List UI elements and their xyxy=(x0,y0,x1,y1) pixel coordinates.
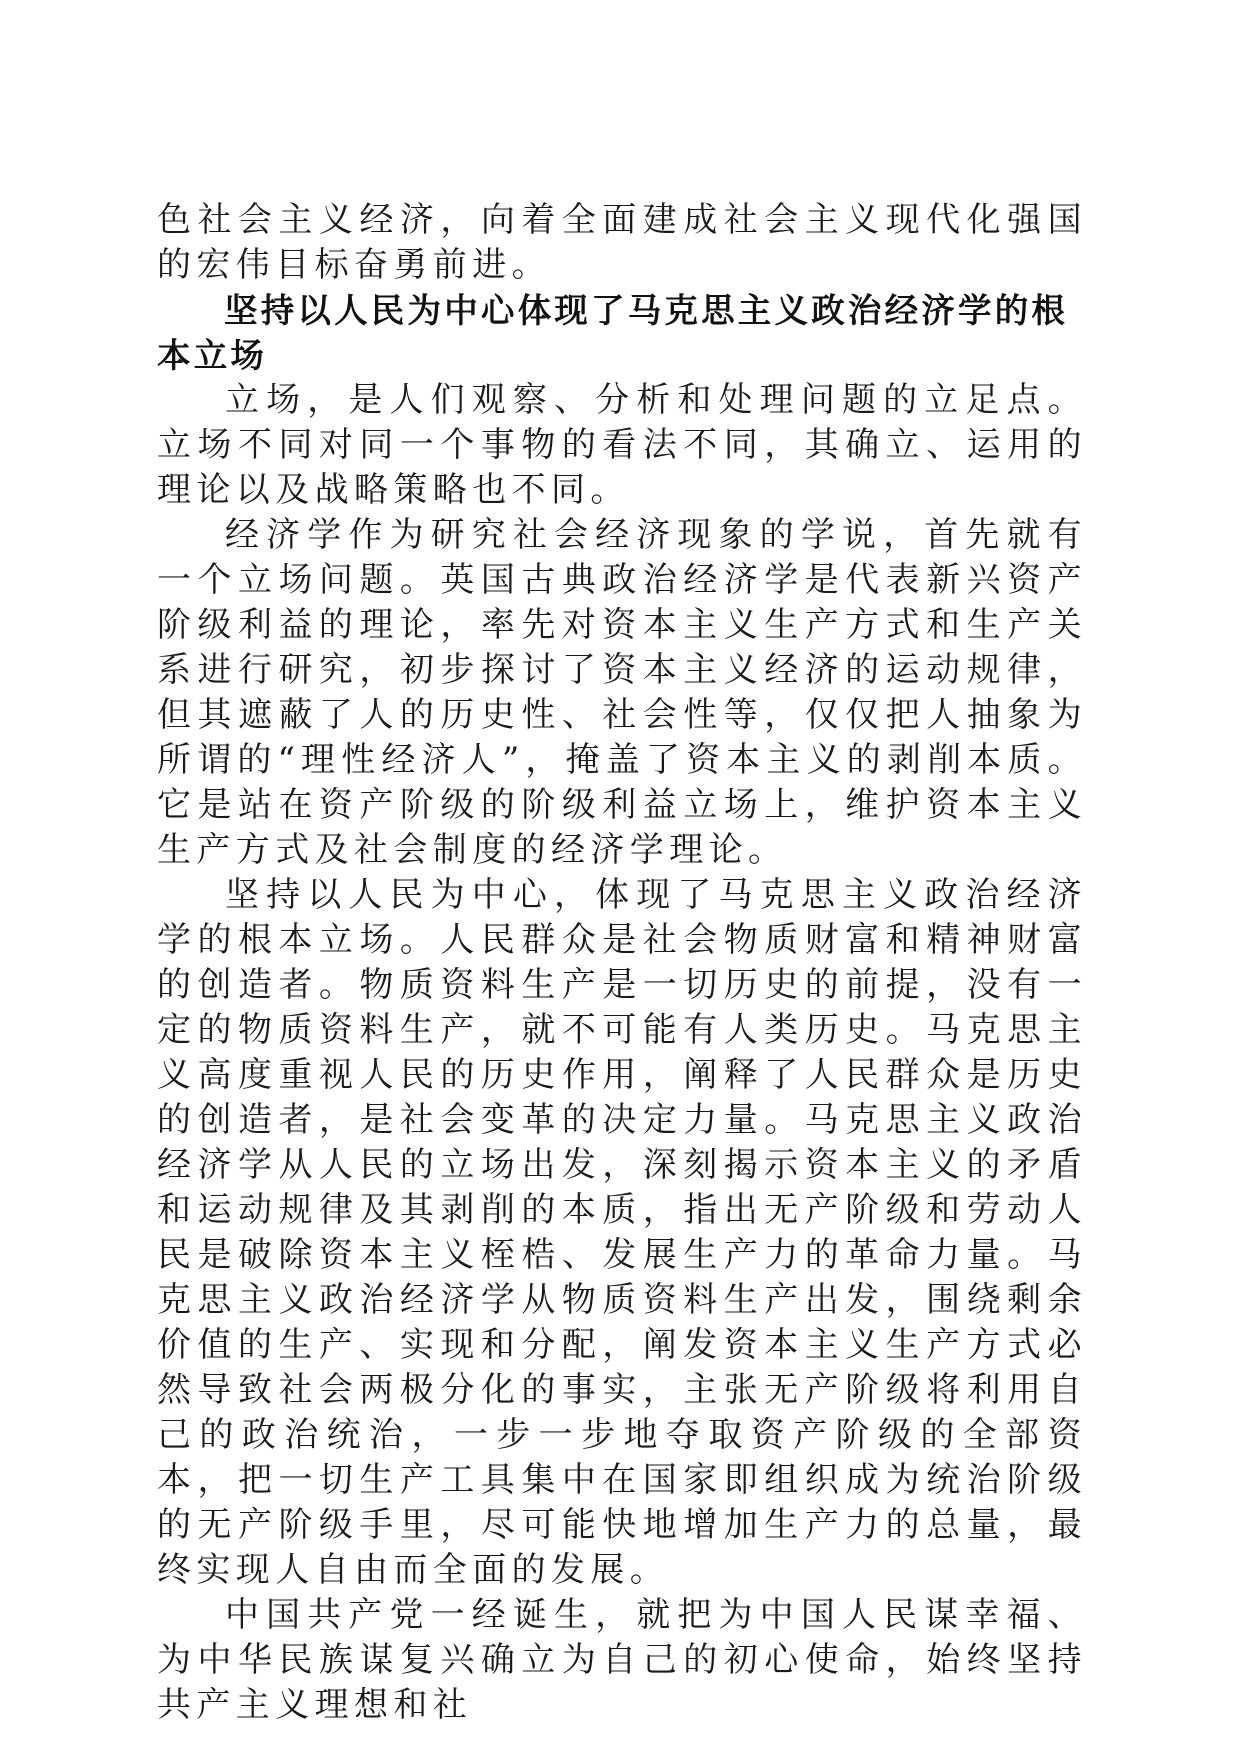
section-heading: 坚持以人民为中心体现了马克思主义政治经济学的根本立场 xyxy=(157,291,1069,375)
paragraph-continuation: 色社会主义经济，向着全面建成社会主义现代化强国的宏伟目标奋勇前进。 xyxy=(157,200,1087,285)
paragraph-standpoint-definition: 立场，是人们观察、分析和处理问题的立足点。立场不同对同一个事物的看法不同，其确立、运用的理论以及战略策略也不同。 xyxy=(157,380,1087,510)
paragraph-cpc-mission: 中国共产党一经诞生，就把为中国人民谋幸福、为中华民族谋复兴确立为自己的初心使命，始终坚持共产主义理想和社 xyxy=(157,1595,1087,1725)
paragraph-people-centered: 坚持以人民为中心，体现了马克思主义政治经济学的根本立场。人民群众是社会物质财富和精神财富的创造者。物质资料生产是一切历史的前提，没有一定的物质资料生产，就不可能有人类历史。马克思主义高度重视人民的历史作用，阐释了人民群众是历史的创造者，是社会变革的决定力量。马克思主义政治经济学从人民的立场出发，深刻揭示资本主义的矛盾和运动规律及其剥削的本质，指出无产阶级和劳动人民是破除资本主义桎梏、发展生产力的革命力量。马克思主义政治经济学从物质资料生产出发，围绕剩余价值的生产、实现和分配，阐发资本主义生产方式必然导致社会两极分化的事实，主张无产阶级将利用自己的政治统治，一步一步地夺取资产阶级的全部资本，把一切生产工具集中在国家即组织成为统治阶级的无产阶级手里，尽可能快地增加生产力的总量，最终实现人自由而全面的发展。 xyxy=(157,875,1087,1590)
paragraph-classical-economics: 经济学作为研究社会经济现象的学说，首先就有一个立场问题。英国古典政治经济学是代表新兴资产阶级利益的理论，率先对资本主义生产方式和生产关系进行研究，初步探讨了资本主义经济的运动规律，但其遮蔽了人的历史性、社会性等，仅仅把人抽象为所谓的“理性经济人”，掩盖了资本主义的剥削本质。它是站在资产阶级的阶级利益立场上，维护资本主义生产方式及社会制度的经济学理论。 xyxy=(157,515,1087,870)
